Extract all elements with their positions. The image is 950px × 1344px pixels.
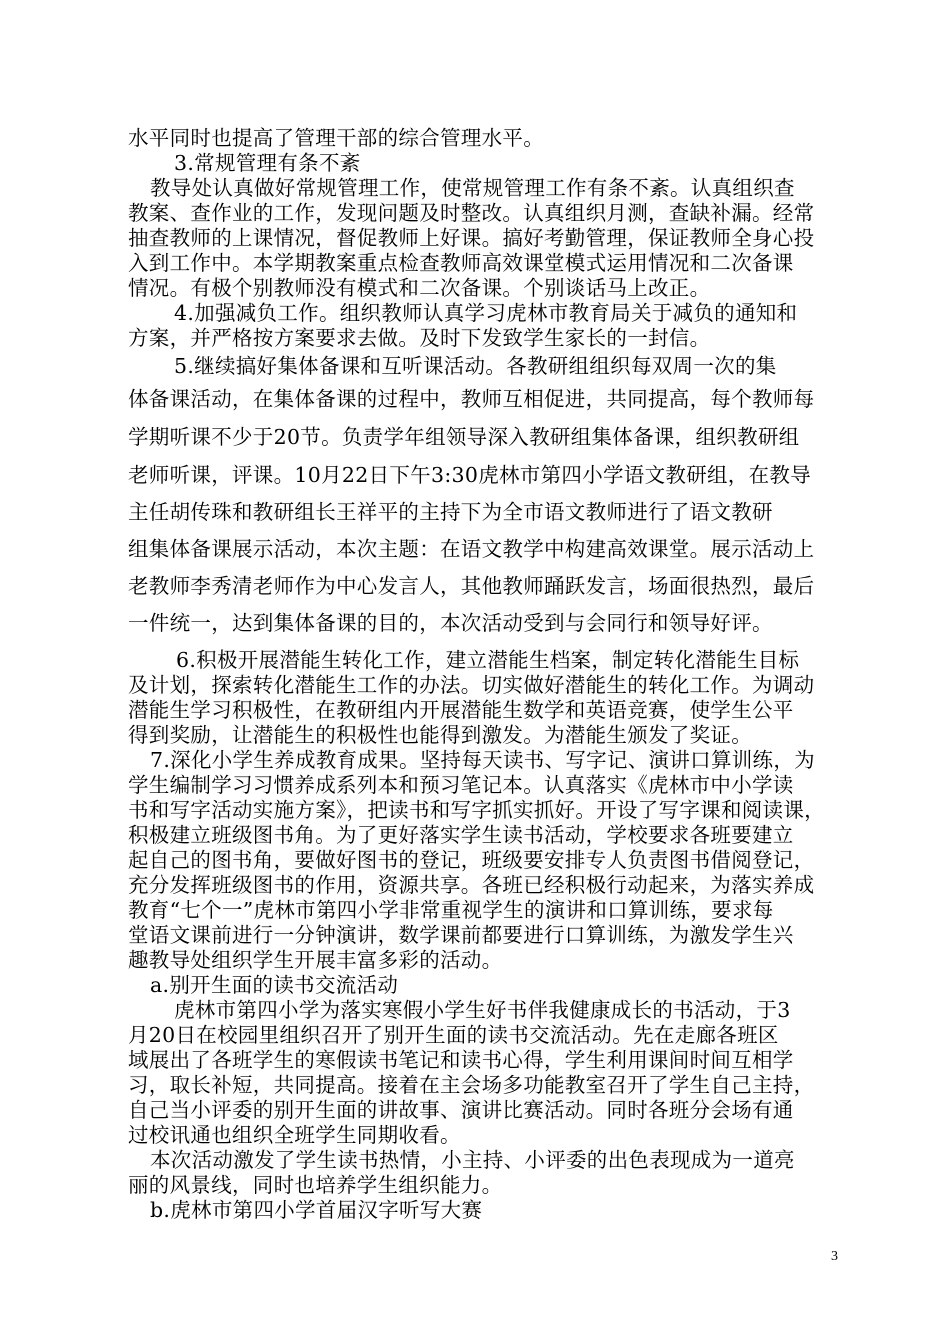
text-line: 教育“七个一”虎林市第四小学非常重视学生的演讲和口算训练，要求每	[128, 898, 774, 922]
text-line: 及计划，探索转化潜能生工作的办法。切实做好潜能生的转化工作。为调动	[128, 673, 815, 697]
text-line: 体备课活动，在集体备课的过程中，教师互相促进，共同提高，每个教师每	[128, 387, 815, 411]
page-number: 3	[831, 1249, 838, 1264]
paragraph-first-line: 教导处认真做好常规管理工作，使常规管理工作有条不紊。认真组织查	[150, 176, 795, 200]
subsection-heading: a.别开生面的读书交流活动	[150, 973, 399, 997]
paragraph-first-line: 7.深化小学生养成教育成果。坚持每天读书、写字记、演讲口算训练，为	[150, 748, 815, 772]
text-line: 老师听课，评课。10月22日下午3:30虎林市第四小学语文教研组，在教导	[128, 463, 812, 487]
text-line: 一件统一，达到集体备课的目的，本次活动受到与会同行和领导好评。	[128, 611, 773, 635]
paragraph-first-line: 4.加强减负工作。组织教师认真学习虎林市教育局关于减负的通知和	[174, 301, 798, 325]
text-line: 学生编制学习习惯养成系列本和预习笔记本。认真落实《虎林市中小学读	[128, 773, 794, 797]
paragraph-first-line: 本次活动激发了学生读书热情，小主持、小评委的出色表现成为一道亮	[150, 1148, 795, 1172]
text-line: 自己当小评委的别开生面的讲故事、演讲比赛活动。同时各班分会场有通	[128, 1098, 794, 1122]
text-line: 起自己的图书角，要做好图书的登记，班级要安排专人负责图书借阅登记，	[128, 848, 815, 872]
text-line: 学期听课不少于20节。负责学年组领导深入教研组集体备课，组织教研组	[128, 425, 800, 449]
text-line: 入到工作中。本学期教案重点检查教师高效课堂模式运用情况和二次备课	[128, 251, 794, 275]
text-line: 老教师李秀清老师作为中心发言人，其他教师踊跃发言，场面很热烈，最后	[128, 574, 815, 598]
paragraph-first-line: 虎林市第四小学为落实寒假小学生好书伴我健康成长的书活动，于3	[174, 998, 791, 1022]
paragraph-first-line: 6.积极开展潜能生转化工作，建立潜能生档案，制定转化潜能生目标	[176, 648, 800, 672]
text-line: 堂语文课前进行一分钟演讲，数学课前都要进行口算训练，为激发学生兴	[128, 923, 794, 947]
text-line: 潜能生学习积极性，在教研组内开展潜能生数学和英语竞赛，使学生公平	[128, 698, 794, 722]
text-line: 趣教导处组织学生开展丰富多彩的活动。	[128, 948, 503, 972]
text-line: 教案、查作业的工作，发现问题及时整改。认真组织月测，查缺补漏。经常	[128, 201, 815, 225]
text-line: 积极建立班级图书角。为了更好落实学生读书活动，学校要求各班要建立	[128, 823, 794, 847]
text-line: 方案，并严格按方案要求去做。及时下发致学生家长的一封信。	[128, 326, 711, 350]
text-line: 抽查教师的上课情况，督促教师上好课。搞好考勤管理，保证教师全身心投	[128, 226, 815, 250]
text-line: 丽的风景线，同时也培养学生组织能力。	[128, 1173, 503, 1197]
text-line: 水平同时也提高了管理干部的综合管理水平。	[128, 126, 544, 150]
text-line: 主任胡传珠和教研组长王祥平的主持下为全市语文教师进行了语文教研	[128, 500, 773, 524]
text-line: 情况。有极个别教师没有模式和二次备课。个别谈话马上改正。	[128, 276, 711, 300]
section-heading: 3.常规管理有条不紊	[174, 151, 361, 175]
paragraph-first-line: 5.继续搞好集体备课和互听课活动。各教研组组织每双周一次的集	[174, 354, 777, 378]
text-line: 书和写字活动实施方案》，把读书和写字抓实抓好。开设了写字课和阅读课，	[128, 798, 825, 822]
text-line: 域展出了各班学生的寒假读书笔记和读书心得，学生利用课间时间互相学	[128, 1048, 794, 1072]
text-line: 过校讯通也组织全班学生同期收看。	[128, 1123, 461, 1147]
text-line: 习，取长补短，共同提高。接着在主会场多功能教室召开了学生自己主持，	[128, 1073, 815, 1097]
subsection-heading: b.虎林市第四小学首届汉字听写大赛	[150, 1198, 483, 1222]
text-line: 得到奖励，让潜能生的积极性也能得到激发。为潜能生颁发了奖证。	[128, 723, 752, 747]
text-line: 月20日在校园里组织召开了别开生面的读书交流活动。先在走廊各班区	[128, 1023, 779, 1047]
text-line: 充分发挥班级图书的作用，资源共享。各班已经积极行动起来，为落实养成	[128, 873, 815, 897]
text-line: 组集体备课展示活动，本次主题：在语文教学中构建高效课堂。展示活动上	[128, 537, 815, 561]
